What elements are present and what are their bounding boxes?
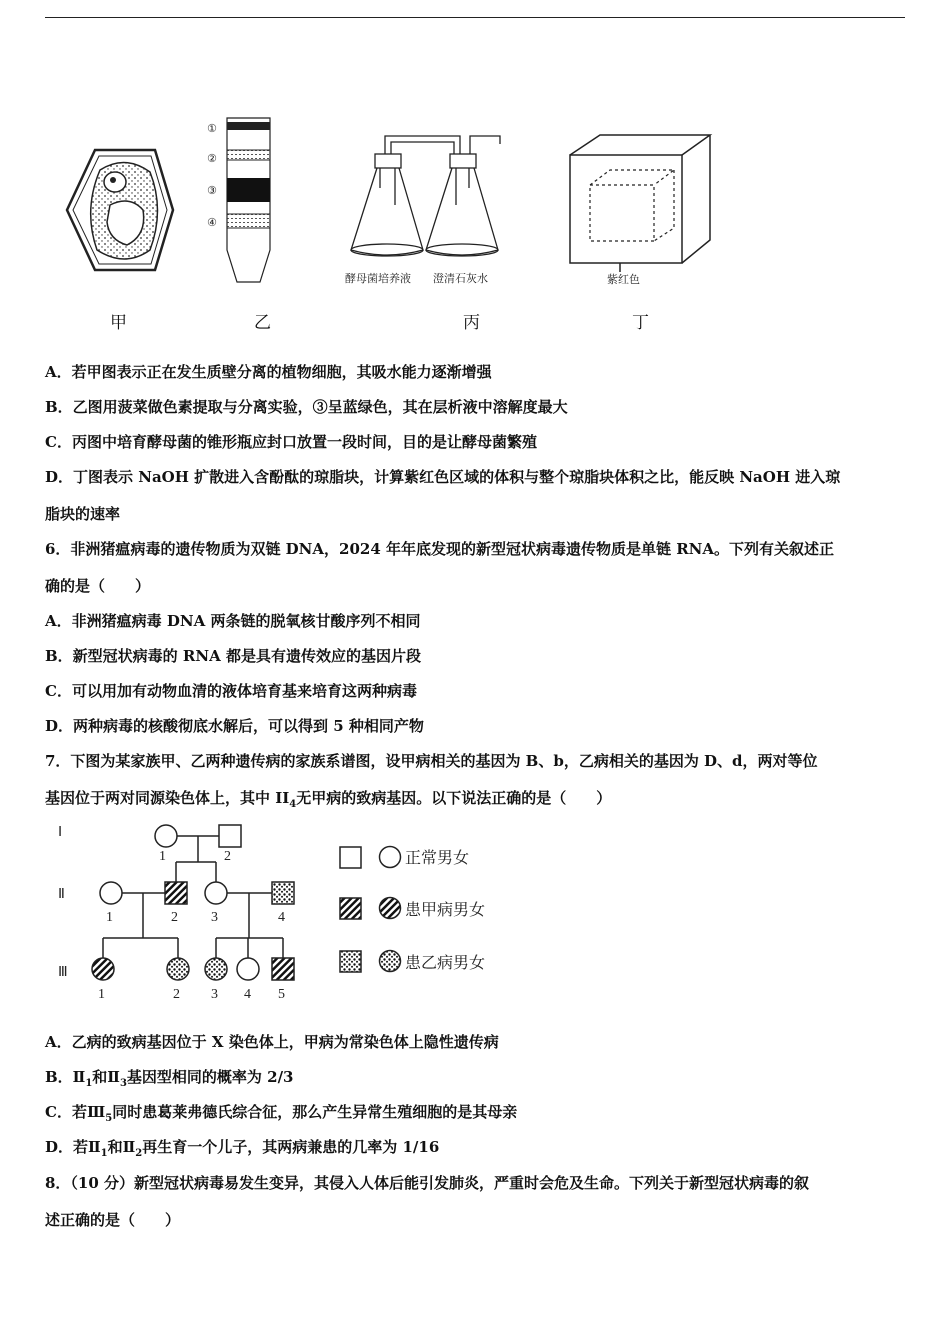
pedigree-chart	[48, 818, 508, 1008]
ped-II-4: 4	[278, 910, 285, 925]
generation-label-2: Ⅱ	[58, 887, 65, 902]
legend-disease-b: 患乙病男女	[405, 953, 486, 972]
q7-option-a: A．乙病的致病基因位于 X 染色体上，甲病为常染色体上隐性遗传病	[45, 1033, 499, 1051]
caption-ding: 丁	[632, 313, 649, 333]
header-rule	[45, 17, 905, 18]
q6-option-d: D．两种病毒的核酸彻底水解后，可以得到 5 种相同产物	[45, 717, 424, 735]
q7-stem-cont: 基因位于两对同源染色体上，其中 $II_4$无甲病的致病基因。以下说法正确的是（ ）	[45, 789, 612, 810]
ped-I-2: 2	[224, 849, 231, 864]
q5-option-b: B．乙图用菠菜做色素提取与分离实验，③呈蓝绿色，其在层析液中溶解度最大	[45, 398, 568, 416]
ped-I-1: 1	[159, 849, 166, 864]
caption-bing: 丙	[463, 313, 480, 333]
ped-III-4: 4	[244, 987, 251, 1002]
q6-option-c: C．可以用加有动物血清的液体培育基来培育这两种病毒	[45, 682, 417, 700]
ped-III-5: 5	[278, 987, 285, 1002]
agar-cube	[570, 135, 710, 272]
ped-III-2: 2	[173, 987, 180, 1002]
q7-stem: 7．下图为某家族甲、乙两种遗传病的家族系谱图，设甲病相关的基因为 B、b，乙病相关的基因为 D、d，两对等位	[45, 752, 818, 770]
flask-apparatus	[351, 136, 500, 256]
q8-stem-cont: 述正确的是（ ）	[45, 1211, 181, 1229]
band-mark-2: ②	[207, 152, 217, 165]
cube-label: 紫红色	[607, 273, 640, 286]
flask-label-yeast: 酵母菌培养液	[345, 272, 411, 285]
q6-option-a: A．非洲猪瘟病毒 DNA 两条链的脱氧核甘酸序列不相同	[45, 612, 421, 630]
q8-stem: 8．（10 分）新型冠状病毒易发生变异，其侵入人体后能引发肺炎，严重时会危及生命。下列关于新型冠状病毒的叙	[45, 1174, 810, 1192]
ped-II-3: 3	[211, 910, 218, 925]
q5-option-d: D．丁图表示 NaOH 扩散进入含酚酞的琼脂块，计算紫红色区域的体积与整个琼脂块体积之比，能反映 NaOH 进入琼	[45, 468, 841, 486]
caption-jia: 甲	[110, 313, 127, 333]
flask-label-limewater: 澄清石灰水	[433, 272, 488, 285]
ped-III-3: 3	[211, 987, 218, 1002]
band-mark-1: ①	[207, 122, 217, 135]
ped-III-1: 1	[98, 987, 105, 1002]
band-mark-3: ③	[207, 184, 217, 197]
q6-stem: 6．非洲猪瘟病毒的遗传物质为双链 DNA，2024 年年底发现的新型冠状病毒遗传物质是单链 RNA。下列有关叙述正	[45, 540, 835, 558]
chromatography-strip	[207, 118, 270, 282]
generation-label-1: Ⅰ	[58, 825, 63, 840]
ped-II-1: 1	[106, 910, 113, 925]
ped-II-2: 2	[171, 910, 178, 925]
legend-disease-a: 患甲病男女	[405, 900, 486, 919]
q5-option-d-cont: 脂块的速率	[45, 505, 121, 523]
q6-option-b: B．新型冠状病毒的 RNA 都是具有遗传效应的基因片段	[45, 647, 421, 665]
q7-option-c: C．若$Ⅲ_5$同时患葛莱弗德氏综合征，那么产生异常生殖细胞的是其母亲	[45, 1103, 518, 1124]
legend-normal: 正常男女	[405, 848, 470, 867]
caption-yi: 乙	[254, 313, 271, 333]
q5-option-a: A．若甲图表示正在发生质壁分离的植物细胞，其吸水能力逐渐增强	[45, 363, 492, 381]
experiment-figure	[55, 110, 735, 290]
generation-label-3: Ⅲ	[58, 965, 68, 980]
plant-cell-diagram	[67, 150, 173, 270]
q7-option-d: D．若$Ⅱ_1$和$Ⅱ_2$再生育一个儿子，其两病兼患的几率为 1/16	[45, 1138, 440, 1159]
q5-option-c: C．丙图中培育酵母菌的锥形瓶应封口放置一段时间，目的是让酵母菌繁殖	[45, 433, 537, 451]
q7-option-b: B．$Ⅱ_1$和$Ⅱ_3$基因型相同的概率为 2/3	[45, 1068, 294, 1089]
q6-stem-cont: 确的是（ ）	[45, 577, 151, 595]
band-mark-4: ④	[207, 216, 217, 229]
